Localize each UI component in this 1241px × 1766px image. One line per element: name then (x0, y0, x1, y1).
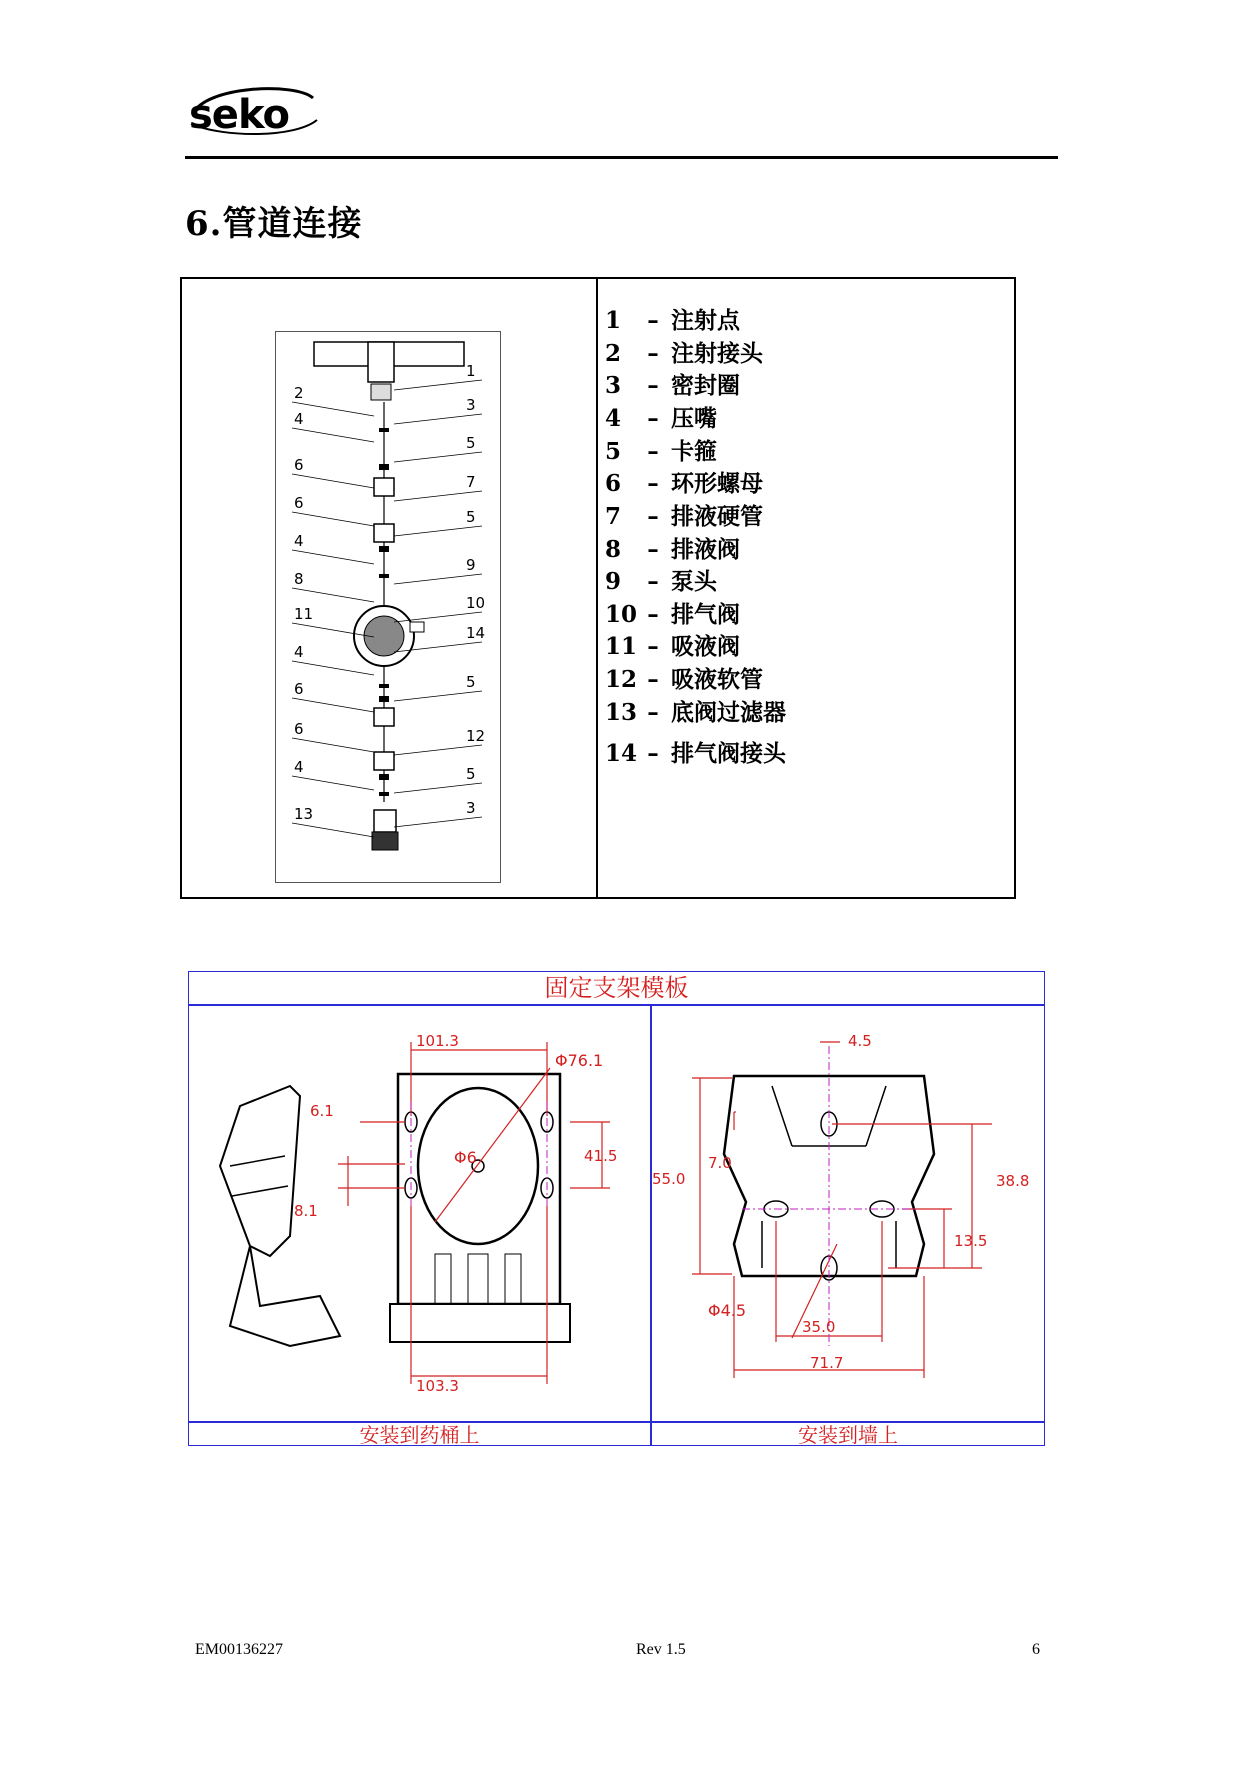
legend-number: 6 (605, 470, 622, 497)
callout-label-left: 2 (294, 384, 304, 402)
legend-dash: – (647, 340, 659, 367)
header-rule (185, 156, 1058, 159)
legend-number: 5 (605, 438, 622, 465)
callout-label-right: 1 (466, 362, 476, 380)
callout-label-left: 8 (294, 570, 304, 588)
callout-leader-left (292, 661, 374, 675)
legend-number: 14 (605, 740, 638, 767)
callout-leader-right (394, 491, 482, 501)
dim-slot-width: 4.5 (848, 1032, 872, 1050)
legend-row (605, 400, 717, 433)
legend-label: 压嘴 (671, 405, 717, 432)
dim-height-right: 38.8 (996, 1172, 1030, 1190)
callout-label-right: 3 (466, 799, 476, 817)
legend-dash: – (647, 633, 659, 660)
caption-mount-on-tank: 安装到药桶上 (359, 1423, 480, 1447)
callout-leader-left (292, 776, 374, 790)
callout-leader-right (394, 452, 482, 462)
section-title: 6.管道连接 (185, 204, 363, 244)
dim-height-total: 55.0 (652, 1170, 686, 1188)
callout-leader-right (394, 745, 482, 755)
legend-label: 注射接头 (671, 340, 763, 367)
legend-row (605, 531, 740, 564)
legend-dash: – (647, 438, 659, 465)
legend-label: 泵头 (671, 568, 717, 595)
legend-number: 7 (605, 503, 622, 530)
legend-dash: – (647, 307, 659, 334)
callout-leader-left (292, 550, 374, 564)
footer-doc-code: EM00136227 (195, 1641, 283, 1658)
legend-row (605, 694, 786, 727)
callout-leader-right (394, 817, 482, 827)
dim-bottom-width: 103.3 (416, 1377, 459, 1395)
legend-label: 排气阀 (671, 601, 740, 628)
callout-label-left: 6 (294, 720, 304, 738)
callout-label-left: 4 (294, 758, 304, 776)
legend-dash: – (647, 699, 659, 726)
callout-label-left: 13 (294, 805, 314, 823)
callout-leader-left (292, 402, 374, 416)
legend-number: 10 (605, 601, 638, 628)
footer-page-number: 6 (1032, 1641, 1040, 1658)
dim-hole-spacing: 35.0 (802, 1318, 836, 1336)
caption-mount-on-wall: 安装到墙上 (798, 1423, 898, 1447)
legend-label: 排液阀 (671, 536, 740, 563)
dim-top-width: 101.3 (416, 1032, 459, 1050)
legend-row (605, 498, 763, 531)
dim-height-low: 13.5 (954, 1232, 988, 1250)
wall-mount-drawing (652, 1006, 1044, 1420)
legend-dash: – (647, 372, 659, 399)
footer-revision: Rev 1.5 (636, 1641, 686, 1658)
legend-row (605, 661, 763, 694)
legend-label: 密封圈 (671, 372, 740, 399)
legend-number: 1 (605, 307, 622, 334)
legend-number: 13 (605, 699, 638, 726)
dim-circle-dia: Φ76.1 (555, 1051, 604, 1070)
legend-row (605, 563, 717, 596)
dim-hole-spacing: 41.5 (584, 1147, 618, 1165)
legend-dash: – (647, 470, 659, 497)
callout-leader-right (394, 380, 482, 390)
legend-label: 卡箍 (671, 438, 717, 465)
legend-row (605, 335, 763, 368)
dim-hole-dia: Φ6 (454, 1148, 477, 1167)
legend-number: 11 (605, 633, 638, 660)
callout-leader-left (292, 512, 374, 526)
callout-leader-right (394, 414, 482, 424)
callout-label-left: 6 (294, 456, 304, 474)
legend-label: 底阀过滤器 (671, 699, 786, 726)
callout-leader-right (394, 783, 482, 793)
callout-label-left: 11 (294, 605, 314, 623)
callout-label-left: 6 (294, 680, 304, 698)
legend-number: 3 (605, 372, 622, 399)
parts-table-divider (596, 277, 598, 899)
legend-dash: – (647, 503, 659, 530)
callout-leader-left (292, 428, 374, 442)
exploded-view-svg (276, 332, 502, 884)
callout-leader-left (292, 474, 374, 488)
callout-label-right: 5 (466, 765, 476, 783)
dim-base-width: 71.7 (810, 1354, 844, 1372)
callout-label-right: 5 (466, 673, 476, 691)
seko-logo (185, 80, 325, 140)
callout-label-left: 6 (294, 494, 304, 512)
legend-number: 2 (605, 340, 622, 367)
dim-offset-x: 6.1 (310, 1102, 334, 1120)
callout-label-right: 14 (466, 624, 486, 642)
legend-row (605, 735, 786, 768)
callout-label-left: 4 (294, 532, 304, 550)
legend-row (605, 367, 740, 400)
legend-label: 环形螺母 (671, 470, 763, 497)
dim-wall-hole-dia: Φ4.5 (708, 1301, 747, 1320)
legend-number: 4 (605, 405, 622, 432)
dim-height-sub: 7.0 (708, 1154, 732, 1172)
legend-label: 吸液软管 (671, 666, 763, 693)
tank-mount-drawing (190, 1006, 648, 1420)
legend-dash: – (647, 601, 659, 628)
callout-leader-left (292, 823, 374, 837)
callout-label-right: 9 (466, 556, 476, 574)
callout-label-left: 4 (294, 410, 304, 428)
tank-mount-svg (190, 1006, 648, 1420)
callout-leader-right (394, 691, 482, 701)
legend-label: 注射点 (671, 307, 740, 334)
legend-label: 排液硬管 (671, 503, 763, 530)
template-title: 固定支架模板 (544, 974, 689, 1002)
legend-number: 12 (605, 666, 638, 693)
legend-row (605, 302, 740, 335)
legend-row (605, 628, 740, 661)
legend-dash: – (647, 666, 659, 693)
logo-text: seko (189, 92, 289, 138)
exploded-view-drawing (275, 331, 501, 883)
legend-row (605, 433, 717, 466)
callout-label-right: 7 (466, 473, 476, 491)
callout-label-right: 5 (466, 434, 476, 452)
legend-dash: – (647, 405, 659, 432)
legend-row (605, 596, 740, 629)
legend-row (605, 465, 763, 498)
wall-mount-svg (652, 1006, 1044, 1420)
legend-number: 9 (605, 568, 622, 595)
callout-leader-left (292, 698, 374, 712)
legend-dash: – (647, 536, 659, 563)
callout-label-left: 4 (294, 643, 304, 661)
callout-label-right: 12 (466, 727, 486, 745)
callout-leader-right (394, 526, 482, 536)
legend-dash: – (647, 740, 659, 767)
callout-label-right: 5 (466, 508, 476, 526)
dim-offset-y: 8.1 (294, 1202, 318, 1220)
legend-label: 排气阀接头 (671, 740, 786, 767)
callout-leader-right (394, 574, 482, 584)
callout-label-right: 3 (466, 396, 476, 414)
legend-dash: – (647, 568, 659, 595)
callout-label-right: 10 (466, 594, 486, 612)
callout-leader-left (292, 588, 374, 602)
callout-leader-left (292, 738, 374, 752)
legend-number: 8 (605, 536, 622, 563)
legend-label: 吸液阀 (671, 633, 740, 660)
